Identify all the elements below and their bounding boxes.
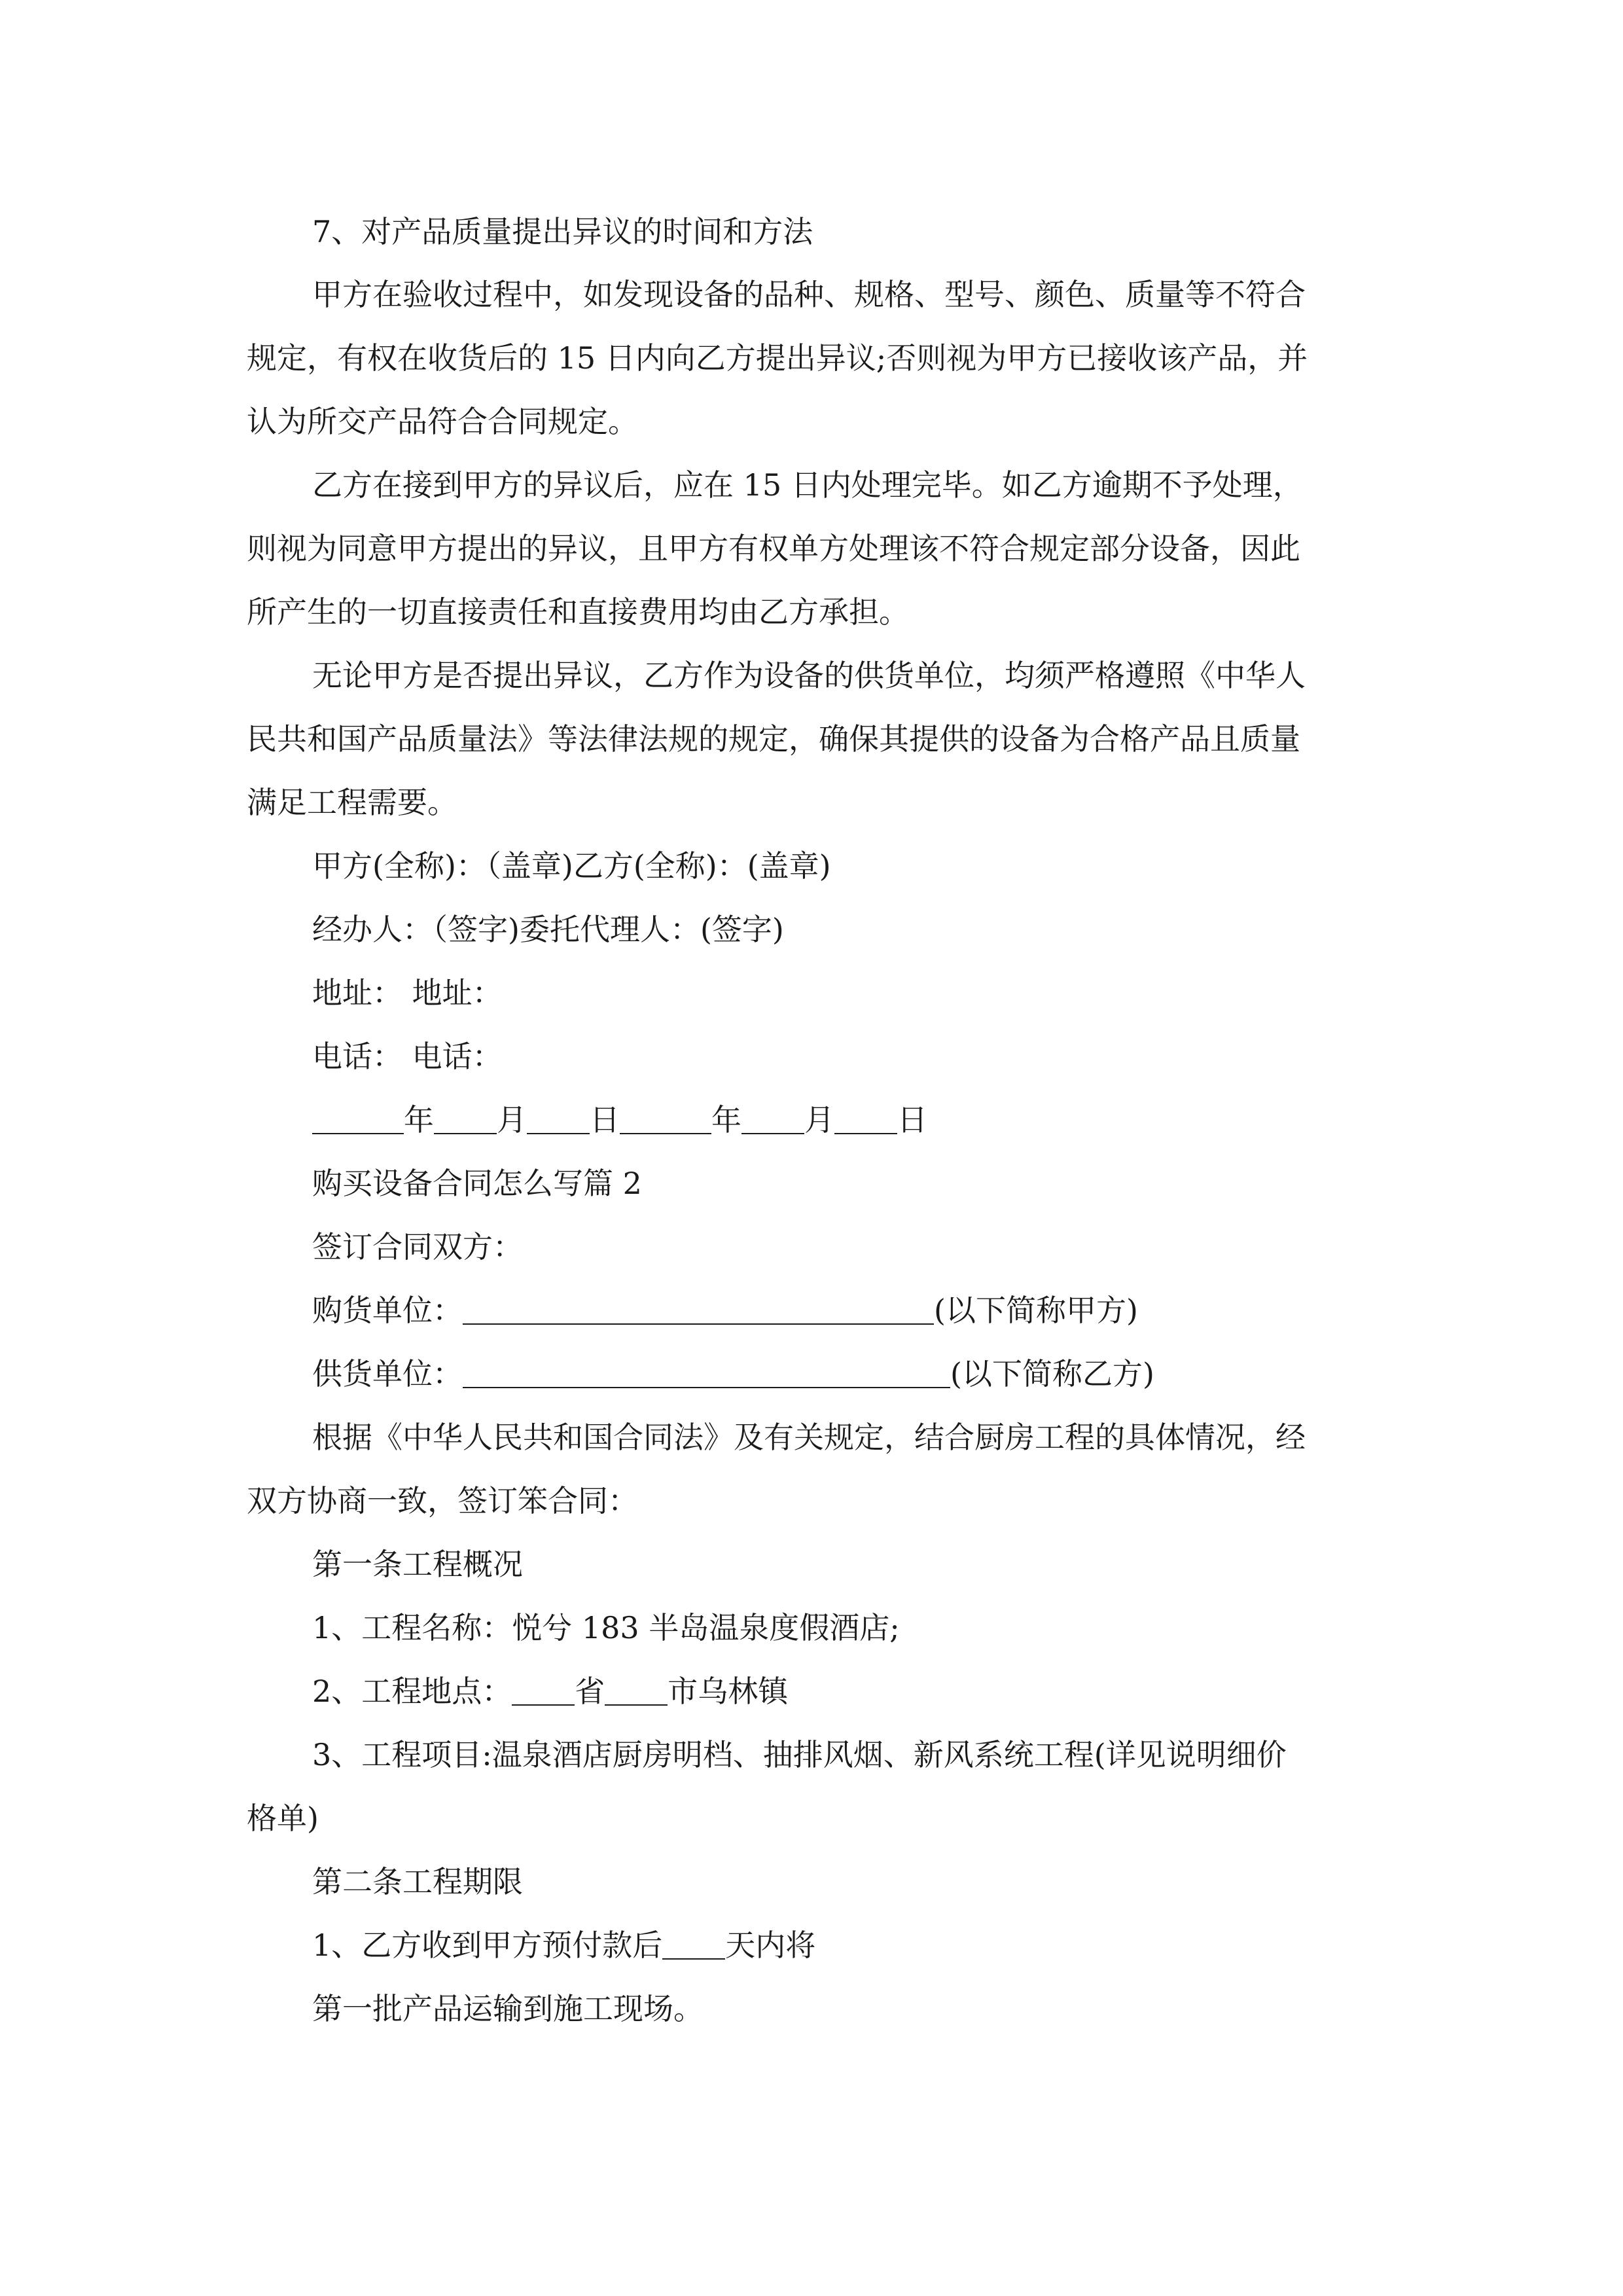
date-day: 日 <box>590 1102 620 1138</box>
supplier-suffix: (以下简称乙方) <box>950 1356 1154 1391</box>
supplier-blank <box>463 1358 950 1388</box>
item-3: 3、工程项目:温泉酒店厨房明档、抽排风烟、新风系统工程(详见说明细价 <box>312 1737 1287 1772</box>
paragraph-line: 民共和国产品质量法》等法律法规的规定，确保其提供的设备为合格产品且质量 <box>247 721 1300 757</box>
signature-agent-line: 经办人：（签字)委托代理人：(签字) <box>312 912 784 947</box>
term-1 <box>312 1927 815 1964</box>
item2-province: 省 <box>575 1674 605 1709</box>
parties-label: 签订合同双方： <box>312 1229 523 1265</box>
blank-underline <box>434 1104 497 1134</box>
paragraph-line: 根据《中华人民共和国合同法》及有关规定，结合厨房工程的具体情况，经 <box>312 1420 1306 1455</box>
signature-date-line <box>312 1102 927 1138</box>
date-month: 月 <box>497 1102 527 1138</box>
blank-underline <box>620 1104 711 1134</box>
blank-underline <box>741 1104 804 1134</box>
contract2-title: 购买设备合同怎么写篇 2 <box>312 1166 642 1201</box>
blank-underline <box>834 1104 897 1134</box>
supplier-label: 供货单位： <box>312 1356 463 1391</box>
blank-underline <box>512 1676 575 1706</box>
buyer-suffix: (以下简称甲方) <box>934 1293 1138 1328</box>
blank-underline <box>662 1929 725 1960</box>
item2-prefix: 2、工程地点： <box>312 1674 512 1709</box>
buyer-label: 购货单位： <box>312 1293 463 1328</box>
date-year: 年 <box>404 1102 434 1138</box>
paragraph-line: 则视为同意甲方提出的异议，且甲方有权单方处理该不符合规定部分设备，因此 <box>247 531 1300 566</box>
term-1-cont: 第一批产品运输到施工现场。 <box>312 1991 704 2026</box>
paragraph-line: 认为所交产品符合合同规定。 <box>247 404 638 439</box>
item2-suffix: 市乌林镇 <box>668 1674 789 1709</box>
buyer-blank <box>463 1295 934 1325</box>
item-3-cont: 格单) <box>247 1801 319 1836</box>
paragraph-line: 乙方在接到甲方的异议后，应在 15 日内处理完毕。如乙方逾期不予处理， <box>312 467 1303 503</box>
item-1: 1、工程名称：悦兮 183 半岛温泉度假酒店; <box>312 1610 900 1645</box>
date-day: 日 <box>897 1102 927 1138</box>
paragraph-line: 无论甲方是否提出异议，乙方作为设备的供货单位，均须严格遵照《中华人 <box>312 658 1306 693</box>
blank-underline <box>527 1104 590 1134</box>
paragraph-line: 规定，有权在收货后的 15 日内向乙方提出异议;否则视为甲方已接收该产品，并 <box>247 340 1308 376</box>
buyer-line <box>312 1292 1138 1329</box>
supplier-line <box>312 1355 1154 1392</box>
term1-suffix: 天内将 <box>725 1928 816 1963</box>
signature-party-line: 甲方(全称)：（盖章)乙方(全称)：(盖章) <box>312 848 831 884</box>
paragraph-line: 满足工程需要。 <box>247 785 457 820</box>
date-month: 月 <box>804 1102 834 1138</box>
item-2 <box>312 1673 788 1710</box>
paragraph-line: 双方协商一致，签订笨合同： <box>247 1483 638 1518</box>
signature-phone-line: 电话： 电话： <box>312 1039 503 1074</box>
paragraph-line: 所产生的一切直接责任和直接费用均由乙方承担。 <box>247 594 909 630</box>
term1-prefix: 1、乙方收到甲方预付款后 <box>312 1928 663 1963</box>
paragraph-line: 甲方在验收过程中，如发现设备的品种、规格、型号、颜色、质量等不符合 <box>312 277 1306 312</box>
blank-underline <box>312 1104 404 1134</box>
signature-address-line: 地址： 地址： <box>312 975 503 1011</box>
article1-title: 第一条工程概况 <box>312 1547 523 1582</box>
blank-underline <box>605 1676 668 1706</box>
section7-heading: 7、对产品质量提出异议的时间和方法 <box>312 214 813 249</box>
article2-title: 第二条工程期限 <box>312 1864 523 1899</box>
date-year: 年 <box>711 1102 741 1138</box>
